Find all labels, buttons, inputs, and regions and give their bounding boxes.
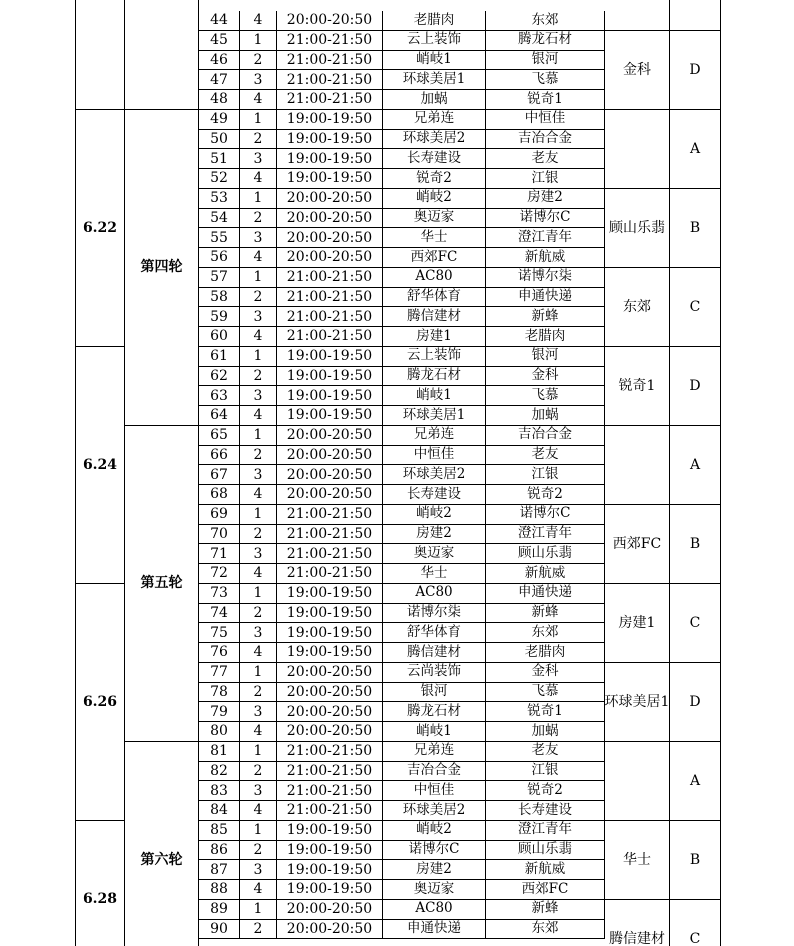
group-cell: B (670, 505, 721, 584)
time-cell: 19:00-19:50 (277, 841, 383, 861)
away-team-cell: 老友 (486, 149, 605, 169)
home-team-cell: 环球美居2 (383, 465, 486, 485)
time-cell: 21:00-21:50 (277, 505, 383, 525)
match-number-cell: 59 (199, 307, 240, 327)
home-team-cell: 兄弟连 (383, 742, 486, 762)
match-number-cell: 58 (199, 288, 240, 308)
home-team-cell: 云上装饰 (383, 347, 486, 367)
home-team-cell: 银河 (383, 683, 486, 703)
time-cell: 20:00-20:50 (277, 189, 383, 209)
time-cell: 19:00-19:50 (277, 880, 383, 900)
match-number-cell: 68 (199, 485, 240, 505)
away-team-cell: 老腊肉 (486, 643, 605, 663)
time-cell: 21:00-21:50 (277, 801, 383, 821)
referee-cell: 东郊 (605, 268, 670, 347)
home-team-cell: 老腊肉 (383, 11, 486, 31)
field-number-cell: 1 (240, 505, 277, 525)
field-number-cell: 4 (240, 880, 277, 900)
match-number-cell: 72 (199, 564, 240, 584)
match-number-cell: 44 (199, 11, 240, 31)
time-cell: 20:00-20:50 (277, 426, 383, 446)
away-team-cell: 诺博尔柒 (486, 268, 605, 288)
group-cell: D (670, 31, 721, 110)
field-number-cell: 3 (240, 228, 277, 248)
field-number-cell: 2 (240, 920, 277, 940)
time-cell: 21:00-21:50 (277, 307, 383, 327)
match-number-cell: 89 (199, 900, 240, 920)
match-number-cell: 87 (199, 860, 240, 880)
away-team-cell: 江银 (486, 762, 605, 782)
away-team-cell: 顾山乐翡 (486, 841, 605, 861)
match-number-cell: 63 (199, 386, 240, 406)
home-team-cell: 长寿建设 (383, 485, 486, 505)
away-team-cell: 加蜗 (486, 406, 605, 426)
field-number-cell: 1 (240, 189, 277, 209)
away-team-cell: 锐奇2 (486, 485, 605, 505)
home-team-cell: 兄弟连 (383, 426, 486, 446)
home-team-cell: 申通快递 (383, 920, 486, 940)
home-team-cell: 腾龙石材 (383, 702, 486, 722)
match-number-cell: 70 (199, 525, 240, 545)
field-number-cell: 2 (240, 762, 277, 782)
away-team-cell: 吉冶合金 (486, 426, 605, 446)
referee-cell: 金科 (605, 31, 670, 110)
match-number-cell: 54 (199, 209, 240, 229)
group-cell: C (670, 268, 721, 347)
field-number-cell: 4 (240, 90, 277, 110)
home-team-cell: 奥迈家 (383, 544, 486, 564)
field-number-cell: 2 (240, 288, 277, 308)
away-team-cell: 锐奇1 (486, 702, 605, 722)
away-team-cell: 飞慕 (486, 683, 605, 703)
away-team-cell: 锐奇1 (486, 90, 605, 110)
away-team-cell: 澄江青年 (486, 821, 605, 841)
home-team-cell: 中恒佳 (383, 446, 486, 466)
away-team-cell: 中恒佳 (486, 110, 605, 130)
match-number-cell: 45 (199, 31, 240, 51)
field-number-cell: 3 (240, 149, 277, 169)
away-team-cell: 新蜂 (486, 604, 605, 624)
away-team-cell: 金科 (486, 663, 605, 683)
match-number-cell: 50 (199, 130, 240, 150)
group-cell: A (670, 742, 721, 821)
field-number-cell: 3 (240, 307, 277, 327)
time-cell: 21:00-21:50 (277, 70, 383, 90)
away-team-cell: 东郊 (486, 623, 605, 643)
time-cell: 19:00-19:50 (277, 821, 383, 841)
home-team-cell: 峭岐1 (383, 51, 486, 71)
field-number-cell: 1 (240, 110, 277, 130)
home-team-cell: 舒华体育 (383, 288, 486, 308)
home-team-cell: 峭岐2 (383, 821, 486, 841)
match-number-cell: 65 (199, 426, 240, 446)
field-number-cell: 4 (240, 327, 277, 347)
away-team-cell: 银河 (486, 51, 605, 71)
match-number-cell: 67 (199, 465, 240, 485)
away-team-cell: 新航威 (486, 248, 605, 268)
time-cell: 19:00-19:50 (277, 367, 383, 387)
home-team-cell: 腾龙石材 (383, 367, 486, 387)
time-cell: 20:00-20:50 (277, 465, 383, 485)
time-cell: 19:00-19:50 (277, 584, 383, 604)
home-team-cell: 环球美居1 (383, 70, 486, 90)
match-number-cell: 86 (199, 841, 240, 861)
away-team-cell: 澄江青年 (486, 525, 605, 545)
match-number-cell: 55 (199, 228, 240, 248)
home-team-cell: 峭岐2 (383, 189, 486, 209)
away-team-cell: 金科 (486, 367, 605, 387)
match-number-cell: 48 (199, 90, 240, 110)
away-team-cell: 老友 (486, 446, 605, 466)
round-cell: 第四轮 (125, 110, 199, 426)
group-cell: A (670, 426, 721, 505)
field-number-cell: 1 (240, 663, 277, 683)
home-team-cell: 环球美居2 (383, 130, 486, 150)
match-number-cell: 66 (199, 446, 240, 466)
away-team-cell: 诺博尔C (486, 209, 605, 229)
referee-cell: 顾山乐翡 (605, 189, 670, 268)
field-number-cell: 4 (240, 169, 277, 189)
home-team-cell: 云尚装饰 (383, 663, 486, 683)
field-number-cell: 2 (240, 209, 277, 229)
field-number-cell: 1 (240, 268, 277, 288)
match-number-cell: 52 (199, 169, 240, 189)
field-number-cell: 3 (240, 702, 277, 722)
time-cell: 20:00-20:50 (277, 702, 383, 722)
home-team-cell: 环球美居1 (383, 406, 486, 426)
time-cell: 21:00-21:50 (277, 51, 383, 71)
home-team-cell: 吉冶合金 (383, 762, 486, 782)
field-number-cell: 4 (240, 801, 277, 821)
time-cell: 21:00-21:50 (277, 327, 383, 347)
field-number-cell: 4 (240, 248, 277, 268)
home-team-cell: 云上装饰 (383, 31, 486, 51)
match-number-cell: 77 (199, 663, 240, 683)
match-number-cell: 78 (199, 683, 240, 703)
time-cell: 21:00-21:50 (277, 288, 383, 308)
match-number-cell: 84 (199, 801, 240, 821)
away-team-cell: 加蜗 (486, 722, 605, 742)
field-number-cell: 4 (240, 643, 277, 663)
time-cell: 20:00-20:50 (277, 683, 383, 703)
field-number-cell: 1 (240, 31, 277, 51)
away-team-cell: 飞慕 (486, 386, 605, 406)
home-team-cell: 奥迈家 (383, 209, 486, 229)
home-team-cell: 峭岐2 (383, 505, 486, 525)
match-number-cell: 46 (199, 51, 240, 71)
home-team-cell: 诺博尔C (383, 841, 486, 861)
time-cell: 21:00-21:50 (277, 31, 383, 51)
field-number-cell: 3 (240, 781, 277, 801)
match-number-cell: 80 (199, 722, 240, 742)
field-number-cell: 2 (240, 525, 277, 545)
home-team-cell: 西郊FC (383, 248, 486, 268)
match-number-cell: 61 (199, 347, 240, 367)
time-cell: 19:00-19:50 (277, 386, 383, 406)
referee-cell: 房建1 (605, 584, 670, 663)
time-cell: 19:00-19:50 (277, 860, 383, 880)
away-team-cell: 腾龙石材 (486, 31, 605, 51)
home-team-cell: 诺博尔柒 (383, 604, 486, 624)
match-number-cell: 79 (199, 702, 240, 722)
match-number-cell: 83 (199, 781, 240, 801)
home-team-cell: 房建2 (383, 860, 486, 880)
time-cell: 19:00-19:50 (277, 110, 383, 130)
away-team-cell: 申通快递 (486, 584, 605, 604)
time-cell: 20:00-20:50 (277, 663, 383, 683)
field-number-cell: 2 (240, 51, 277, 71)
home-team-cell: 兄弟连 (383, 110, 486, 130)
match-number-cell: 47 (199, 70, 240, 90)
time-cell: 21:00-21:50 (277, 525, 383, 545)
field-number-cell: 4 (240, 485, 277, 505)
field-number-cell: 3 (240, 860, 277, 880)
field-number-cell: 2 (240, 683, 277, 703)
time-cell: 20:00-20:50 (277, 900, 383, 920)
away-team-cell: 澄江青年 (486, 228, 605, 248)
date-cell: 6.28 (75, 821, 125, 946)
away-team-cell: 新蜂 (486, 900, 605, 920)
field-number-cell: 4 (240, 11, 277, 31)
group-cell: C (670, 584, 721, 663)
away-team-cell: 吉冶合金 (486, 130, 605, 150)
home-team-cell: 房建2 (383, 525, 486, 545)
time-cell: 21:00-21:50 (277, 742, 383, 762)
field-number-cell: 1 (240, 426, 277, 446)
field-number-cell: 2 (240, 446, 277, 466)
field-number-cell: 3 (240, 623, 277, 643)
time-cell: 20:00-20:50 (277, 920, 383, 940)
group-cell: C (670, 900, 721, 946)
date-cell: 6.26 (75, 584, 125, 821)
time-cell: 19:00-19:50 (277, 149, 383, 169)
away-team-cell: 新蜂 (486, 307, 605, 327)
time-cell: 19:00-19:50 (277, 623, 383, 643)
home-team-cell: AC80 (383, 584, 486, 604)
match-number-cell: 75 (199, 623, 240, 643)
group-cell: D (670, 663, 721, 742)
referee-cell: 锐奇1 (605, 347, 670, 426)
home-team-cell: 环球美居2 (383, 801, 486, 821)
away-team-cell: 东郊 (486, 11, 605, 31)
home-team-cell: 峭岐1 (383, 386, 486, 406)
match-number-cell: 76 (199, 643, 240, 663)
round-cell: 第六轮 (125, 742, 199, 946)
round-cell (125, 0, 199, 110)
field-number-cell: 1 (240, 900, 277, 920)
home-team-cell: 长寿建设 (383, 149, 486, 169)
referee-cell (605, 426, 670, 505)
match-number-cell: 62 (199, 367, 240, 387)
away-team-cell: 新航威 (486, 860, 605, 880)
away-team-cell: 老腊肉 (486, 327, 605, 347)
match-number-cell: 64 (199, 406, 240, 426)
round-cell: 第五轮 (125, 426, 199, 742)
home-team-cell: 华士 (383, 564, 486, 584)
time-cell: 21:00-21:50 (277, 762, 383, 782)
home-team-cell: 腾信建材 (383, 307, 486, 327)
time-cell: 19:00-19:50 (277, 406, 383, 426)
referee-cell: 西郊FC (605, 505, 670, 584)
away-team-cell: 老友 (486, 742, 605, 762)
field-number-cell: 3 (240, 465, 277, 485)
home-team-cell: AC80 (383, 268, 486, 288)
time-cell: 20:00-20:50 (277, 722, 383, 742)
time-cell: 19:00-19:50 (277, 604, 383, 624)
home-team-cell: 锐奇2 (383, 169, 486, 189)
time-cell: 19:00-19:50 (277, 643, 383, 663)
field-number-cell: 3 (240, 70, 277, 90)
time-cell: 20:00-20:50 (277, 485, 383, 505)
time-cell: 19:00-19:50 (277, 130, 383, 150)
home-team-cell: 峭岐1 (383, 722, 486, 742)
field-number-cell: 2 (240, 604, 277, 624)
match-number-cell: 69 (199, 505, 240, 525)
match-number-cell: 74 (199, 604, 240, 624)
time-cell: 21:00-21:50 (277, 268, 383, 288)
home-team-cell: 腾信建材 (383, 643, 486, 663)
match-number-cell: 49 (199, 110, 240, 130)
away-team-cell: 东郊 (486, 920, 605, 940)
field-number-cell: 4 (240, 406, 277, 426)
field-number-cell: 2 (240, 841, 277, 861)
field-number-cell: 3 (240, 386, 277, 406)
away-team-cell: 银河 (486, 347, 605, 367)
away-team-cell: 锐奇2 (486, 781, 605, 801)
away-team-cell: 长寿建设 (486, 801, 605, 821)
field-number-cell: 1 (240, 742, 277, 762)
referee-cell (605, 0, 670, 31)
time-cell: 21:00-21:50 (277, 781, 383, 801)
away-team-cell: 西郊FC (486, 880, 605, 900)
date-cell: 6.24 (75, 347, 125, 584)
away-team-cell: 江银 (486, 169, 605, 189)
home-team-cell: 华士 (383, 228, 486, 248)
home-team-cell: 舒华体育 (383, 623, 486, 643)
time-cell: 20:00-20:50 (277, 209, 383, 229)
field-number-cell: 1 (240, 347, 277, 367)
match-number-cell: 88 (199, 880, 240, 900)
away-team-cell: 新航威 (486, 564, 605, 584)
home-team-cell: 中恒佳 (383, 781, 486, 801)
time-cell: 21:00-21:50 (277, 564, 383, 584)
away-team-cell: 申通快递 (486, 288, 605, 308)
time-cell: 19:00-19:50 (277, 347, 383, 367)
referee-cell (605, 742, 670, 821)
time-cell: 21:00-21:50 (277, 90, 383, 110)
home-team-cell: 加蜗 (383, 90, 486, 110)
away-team-cell: 顾山乐翡 (486, 544, 605, 564)
match-number-cell: 71 (199, 544, 240, 564)
match-number-cell: 53 (199, 189, 240, 209)
home-team-cell: 房建1 (383, 327, 486, 347)
referee-cell (605, 110, 670, 189)
match-number-cell: 56 (199, 248, 240, 268)
date-cell (75, 0, 125, 110)
date-cell: 6.22 (75, 110, 125, 347)
match-number-cell: 82 (199, 762, 240, 782)
group-cell (670, 0, 721, 31)
away-team-cell: 江银 (486, 465, 605, 485)
home-team-cell: 奥迈家 (383, 880, 486, 900)
match-number-cell: 81 (199, 742, 240, 762)
referee-cell: 腾信建材 (605, 900, 670, 946)
group-cell: D (670, 347, 721, 426)
home-team-cell: AC80 (383, 900, 486, 920)
group-cell: B (670, 821, 721, 900)
match-number-cell: 51 (199, 149, 240, 169)
time-cell: 21:00-21:50 (277, 544, 383, 564)
group-cell: B (670, 189, 721, 268)
group-cell: A (670, 110, 721, 189)
field-number-cell: 4 (240, 722, 277, 742)
field-number-cell: 3 (240, 544, 277, 564)
time-cell: 20:00-20:50 (277, 11, 383, 31)
match-number-cell: 90 (199, 920, 240, 940)
time-cell: 20:00-20:50 (277, 446, 383, 466)
away-team-cell: 飞慕 (486, 70, 605, 90)
time-cell: 19:00-19:50 (277, 169, 383, 189)
away-team-cell: 房建2 (486, 189, 605, 209)
field-number-cell: 2 (240, 130, 277, 150)
match-number-cell: 73 (199, 584, 240, 604)
field-number-cell: 1 (240, 821, 277, 841)
field-number-cell: 2 (240, 367, 277, 387)
field-number-cell: 1 (240, 584, 277, 604)
match-number-cell: 85 (199, 821, 240, 841)
referee-cell: 华士 (605, 821, 670, 900)
referee-cell: 环球美居1 (605, 663, 670, 742)
away-team-cell: 诺博尔C (486, 505, 605, 525)
match-number-cell: 60 (199, 327, 240, 347)
time-cell: 20:00-20:50 (277, 248, 383, 268)
time-cell: 20:00-20:50 (277, 228, 383, 248)
match-number-cell: 57 (199, 268, 240, 288)
field-number-cell: 4 (240, 564, 277, 584)
